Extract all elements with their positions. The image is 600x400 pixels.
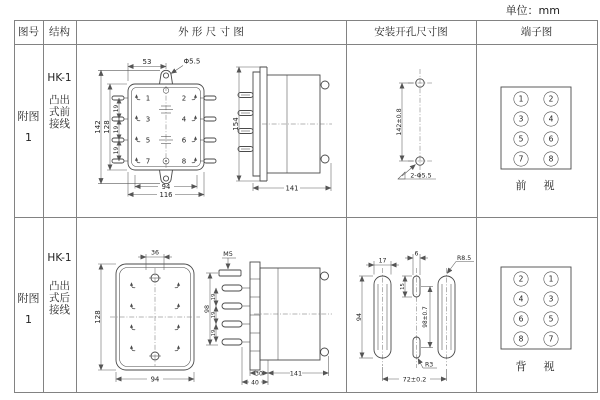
row-divider	[14, 217, 598, 218]
col-divider-2	[76, 20, 77, 393]
terminal-id: 3	[548, 294, 554, 304]
dimensions-front	[94, 58, 204, 199]
table-border-left	[14, 20, 15, 393]
terminal-diagram-front	[490, 82, 582, 174]
terminal-view-label-rear: 背 视	[515, 360, 558, 373]
header-install: 安装开孔尺寸图	[374, 26, 448, 38]
dim-hole-spacing: 142±0.8	[396, 108, 403, 136]
row1-model: HK-1	[47, 72, 72, 84]
terminal-pins-side	[238, 93, 253, 152]
outline-rear-view-drawing	[86, 246, 216, 388]
dim-slot-spacing: 72±0.2	[402, 375, 427, 384]
header-structure: 结构	[49, 26, 70, 38]
install-holes-drawing-row2	[350, 246, 476, 391]
terminal-id: 7	[518, 154, 524, 164]
terminal-id: 6	[518, 314, 524, 324]
dim-slot-width: 17	[378, 257, 387, 265]
terminal-circles-front	[514, 92, 558, 166]
unit-label: 单位：mm	[505, 4, 560, 17]
terminal-id: 5	[518, 134, 524, 144]
terminal-id: 3	[518, 114, 524, 124]
dim-side-height: 154	[232, 117, 240, 131]
dim-d40: 40	[251, 379, 259, 387]
dim-screw-callout: M5	[223, 250, 233, 258]
outline-side-view-rear-drawing	[204, 246, 339, 391]
terminal-id: 8	[518, 334, 524, 344]
dim-mid-spacing: 98±0.7	[423, 306, 429, 328]
dim-width-inner: 94	[161, 183, 171, 191]
terminal-id: 1	[548, 274, 554, 284]
header-terminal: 端子图	[520, 26, 553, 38]
header-fig-no: 图号	[18, 26, 39, 38]
dim-slot-radius: R8.5	[457, 255, 472, 262]
relay-body-rear	[110, 264, 200, 370]
col-divider-4	[476, 20, 477, 393]
dim-height-outer: 142	[94, 120, 102, 134]
dimensions-install-row1	[396, 83, 436, 179]
terminal-id: 4	[548, 114, 554, 124]
header-divider	[14, 44, 598, 45]
terminal-number: 2	[181, 94, 187, 103]
outline-side-view-drawing	[232, 55, 337, 193]
dim-ear-hole: Φ5.5	[183, 57, 201, 66]
terminal-number: 7	[145, 157, 151, 166]
header-outline: 外 形 尺 寸 图	[178, 26, 244, 38]
terminal-frame	[501, 87, 571, 169]
dim-rear-height: 128	[94, 310, 102, 324]
dim-height-inner: 128	[103, 120, 111, 134]
row2-model: HK-1	[47, 252, 72, 264]
terminal-number: 1	[145, 94, 151, 103]
relay-body-side	[253, 67, 332, 181]
dim-rear-width: 94	[150, 375, 160, 384]
dim-width-outer: 116	[159, 190, 173, 199]
row1-structure-desc: 凸出式前接线	[49, 94, 70, 130]
terminal-number: 3	[145, 115, 151, 124]
dim-d30: 30	[255, 370, 263, 378]
terminal-id: 8	[548, 154, 554, 164]
dim-side-rear-height: 98	[204, 304, 212, 314]
relay-body-side-rear	[250, 262, 332, 370]
dim-pitch-2: 19	[114, 125, 120, 134]
table-border-right	[597, 20, 598, 393]
terminal-pins-side-rear	[219, 270, 250, 345]
terminal-frame	[501, 267, 571, 349]
dim-pitch-1: 19	[114, 104, 120, 113]
terminal-id: 2	[548, 94, 554, 104]
relay-body-front	[128, 70, 204, 183]
terminal-id: 1	[518, 94, 524, 104]
dim-side-rear-depth: 141	[289, 369, 303, 378]
terminal-id: 6	[548, 134, 554, 144]
terminal-number: 8	[181, 157, 187, 166]
terminal-id: 4	[518, 294, 524, 304]
dim-pitch-2: 19	[211, 311, 217, 319]
col-divider-3	[346, 20, 347, 393]
install-holes-drawing-row1	[356, 55, 471, 193]
terminal-view-label-front: 前 视	[515, 179, 558, 192]
terminal-diagram-rear	[490, 262, 582, 354]
dimensions-install-row2	[355, 250, 474, 383]
row2-structure-desc: 凸出式后接线	[49, 280, 70, 316]
terminal-id: 7	[548, 334, 554, 344]
dim-pitch-1: 19	[211, 293, 217, 301]
terminal-number: 5	[145, 136, 151, 145]
terminal-numbers-front	[146, 95, 187, 166]
dimensions-rear	[94, 250, 194, 384]
row1-fig-no: 附图1	[17, 110, 40, 144]
dim-slot-height: 94	[355, 312, 363, 322]
dim-mid-radius: R3	[425, 361, 434, 369]
mounting-holes	[408, 69, 432, 179]
terminal-id: 2	[518, 274, 524, 284]
table-border-bottom	[14, 392, 598, 393]
terminal-number: 4	[181, 115, 187, 124]
terminal-number: 6	[181, 136, 187, 145]
dim-pitch-3: 19	[114, 146, 120, 155]
mounting-slots	[374, 268, 455, 368]
outline-front-view-drawing	[88, 50, 236, 198]
dim-hole-callout: 2-Φ5.5	[410, 172, 432, 180]
dim-mid-slot-width: 6	[414, 250, 419, 258]
dimensions-side	[232, 67, 331, 192]
row2-fig-no: 附图1	[17, 292, 40, 326]
dim-mid-slot-height: 15	[400, 283, 406, 290]
terminal-id: 5	[548, 314, 554, 324]
dim-pitch-3: 19	[211, 329, 217, 337]
dim-side-depth: 141	[285, 184, 299, 193]
dim-top-width: 53	[142, 58, 152, 66]
terminal-circles-rear	[514, 272, 558, 346]
dim-rear-top: 36	[150, 249, 160, 257]
